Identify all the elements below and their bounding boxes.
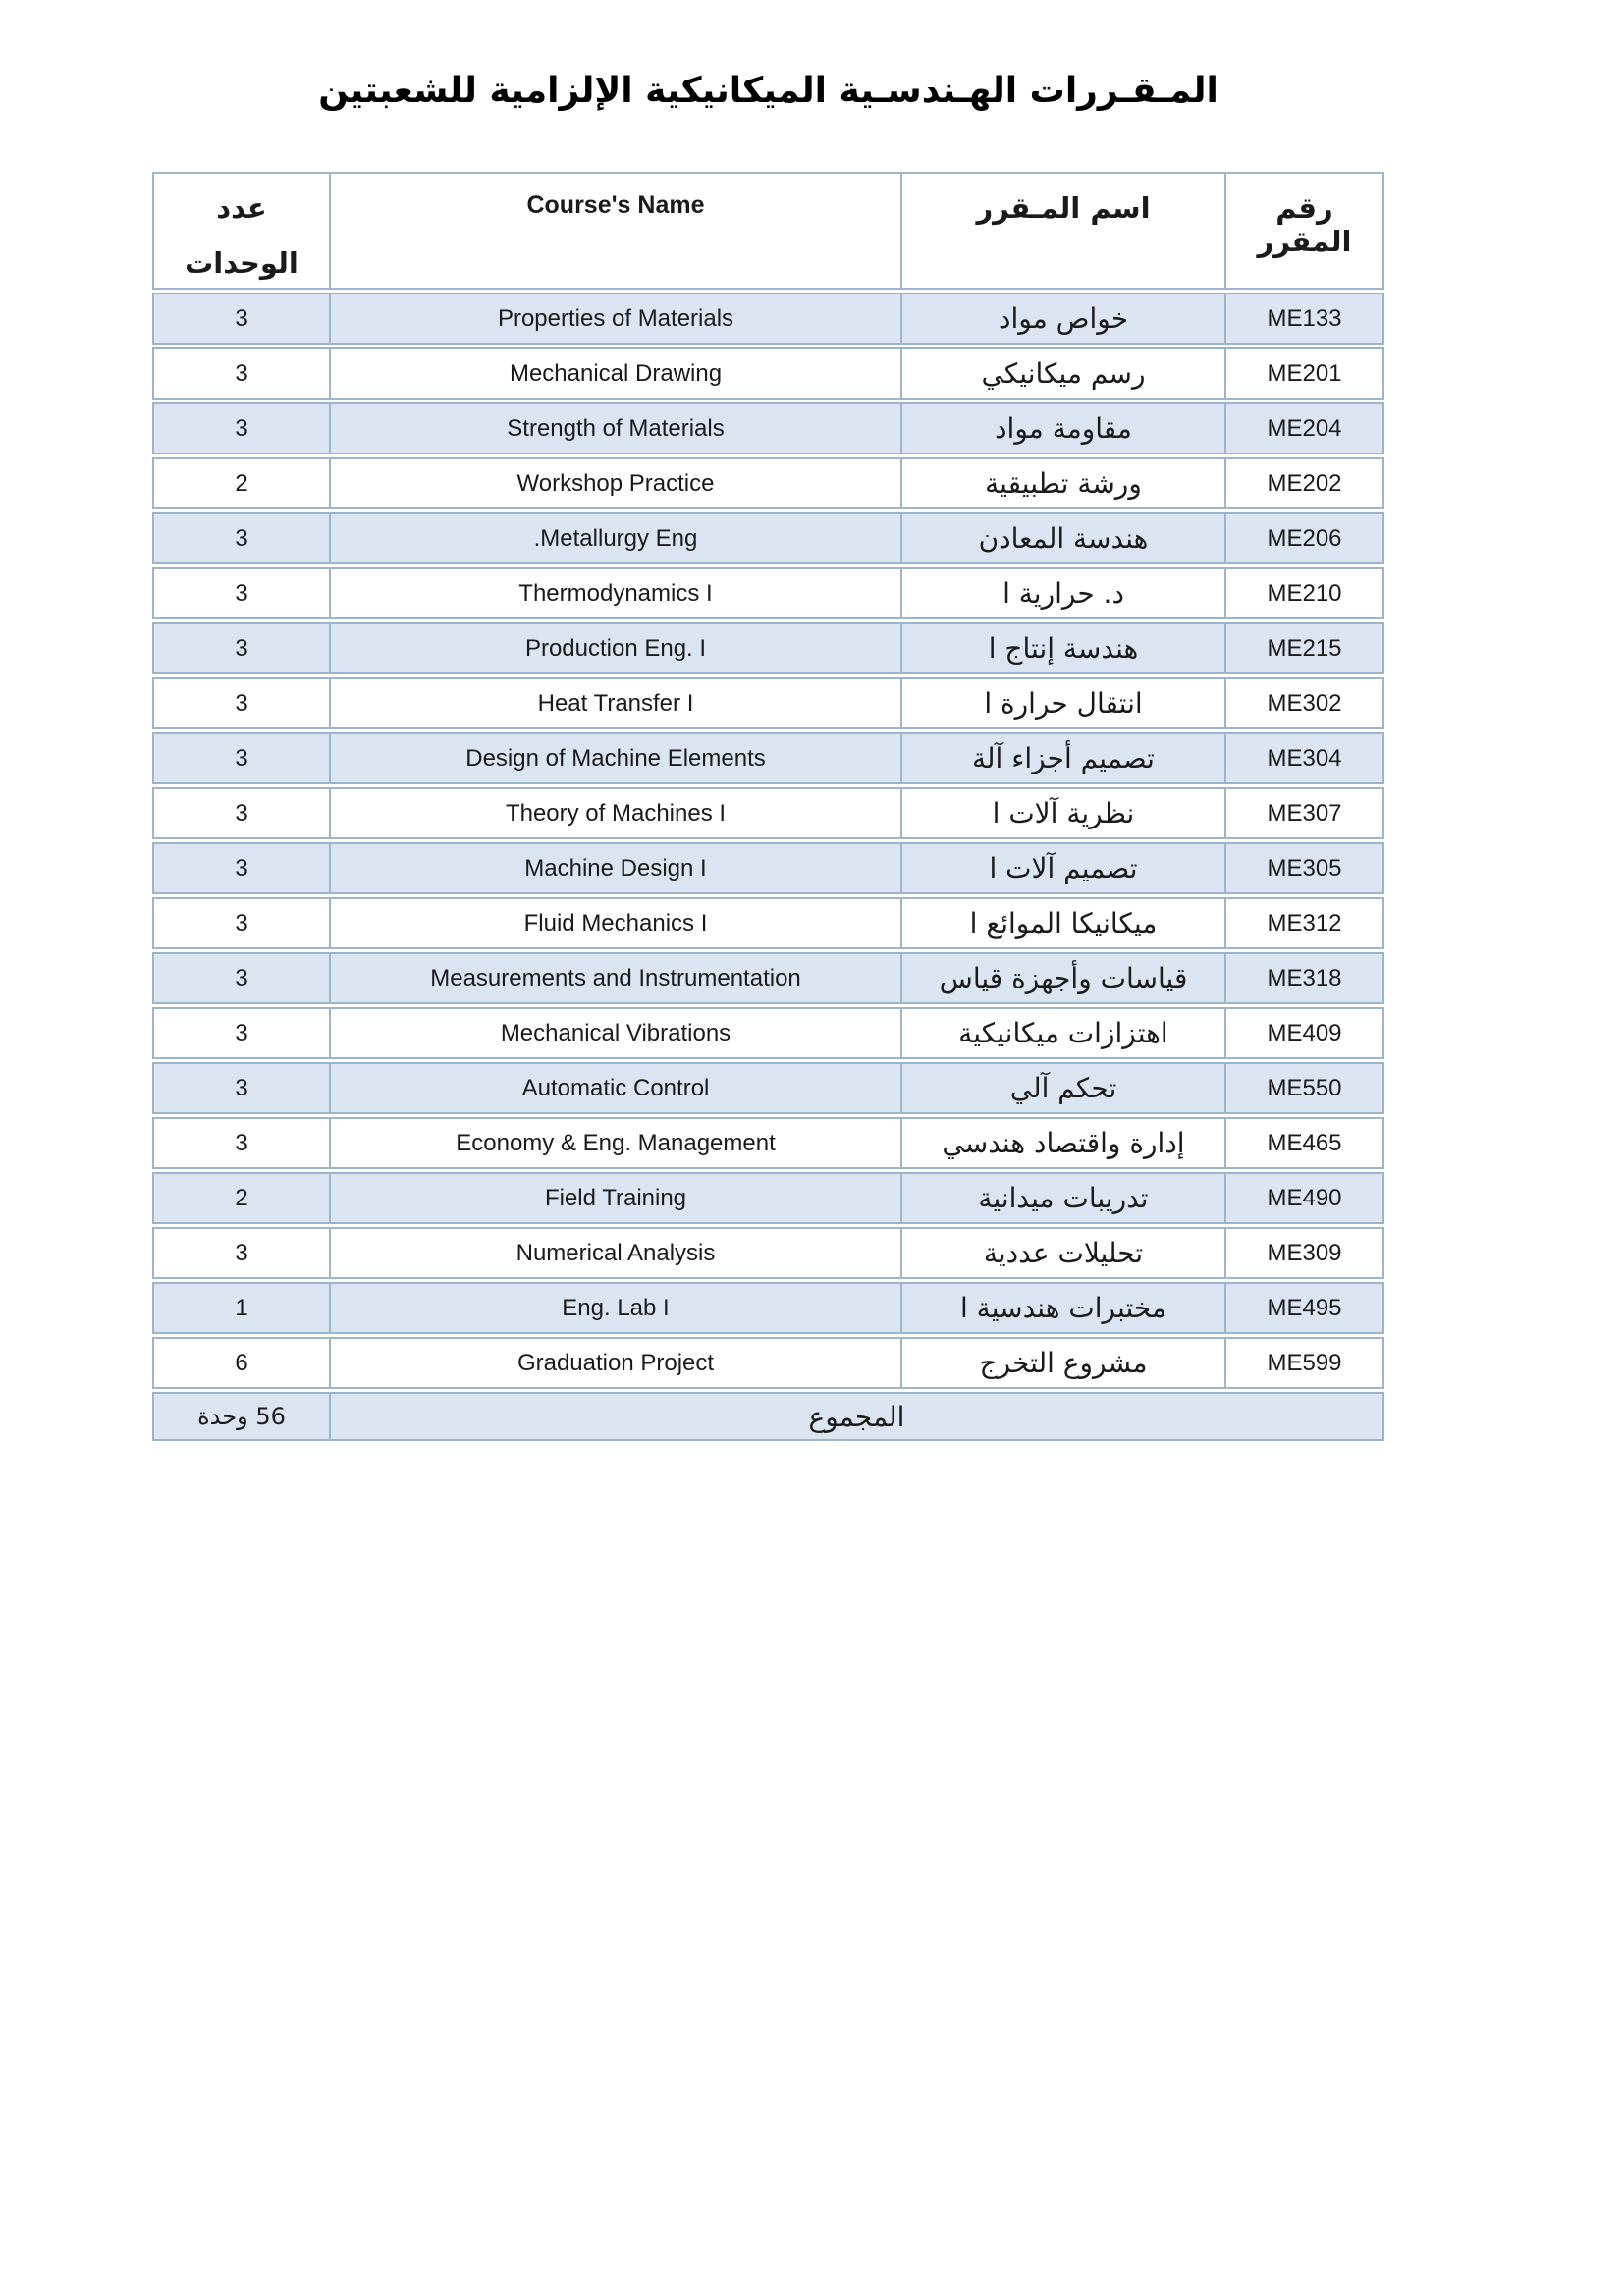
cell-course-code: ME210	[1224, 567, 1384, 619]
cell-course-name-en: Theory of Machines I	[329, 787, 900, 839]
table-row	[152, 1337, 1384, 1389]
table-row	[152, 347, 1384, 400]
cell-course-name-ar: مختبرات هندسية ا	[900, 1282, 1224, 1334]
header-course-name-en: Course's Name	[329, 172, 900, 290]
cell-course-units: 3	[152, 1117, 329, 1169]
cell-course-name-en: Measurements and Instrumentation	[329, 952, 900, 1004]
cell-course-name-en: Automatic Control	[329, 1062, 900, 1114]
cell-course-units: 3	[152, 1062, 329, 1114]
cell-course-units: 3	[152, 897, 329, 949]
cell-course-code: ME409	[1224, 1007, 1384, 1059]
total-units: 56 وحدة	[152, 1392, 329, 1441]
total-row	[152, 1392, 1384, 1441]
table-row	[152, 622, 1384, 674]
cell-course-code: ME302	[1224, 677, 1384, 729]
cell-course-units: 3	[152, 1227, 329, 1279]
table-row	[152, 567, 1384, 619]
cell-course-name-en: Economy & Eng. Management	[329, 1117, 900, 1169]
table-row	[152, 1117, 1384, 1169]
cell-course-name-ar: تصميم آلات ا	[900, 842, 1224, 894]
header-units-stack	[160, 191, 323, 280]
cell-course-units: 3	[152, 402, 329, 454]
table-footer	[152, 1392, 1384, 1441]
header-units-line2: الوحدات	[185, 246, 298, 280]
cell-course-code: ME133	[1224, 293, 1384, 345]
cell-course-name-ar: قياسات وأجهزة قياس	[900, 952, 1224, 1004]
table-row	[152, 897, 1384, 949]
cell-course-name-en: Metallurgy Eng.	[329, 512, 900, 564]
cell-course-code: ME312	[1224, 897, 1384, 949]
cell-course-name-ar: مشروع التخرج	[900, 1337, 1224, 1389]
cell-course-name-en: Machine Design I	[329, 842, 900, 894]
cell-course-units: 3	[152, 1007, 329, 1059]
cell-course-units: 3	[152, 622, 329, 674]
cell-course-name-en: Mechanical Drawing	[329, 347, 900, 400]
cell-course-code: ME495	[1224, 1282, 1384, 1334]
cell-course-units: 2	[152, 457, 329, 509]
page-title: المـقـررات الهـندسـية الميكانيكية الإلزامية للشعبتين	[318, 71, 1218, 111]
cell-course-name-ar: تصميم أجزاء آلة	[900, 732, 1224, 784]
courses-table-container	[152, 169, 1384, 1444]
cell-course-name-ar: انتقال حرارة ا	[900, 677, 1224, 729]
cell-course-name-ar: خواص مواد	[900, 293, 1224, 345]
cell-course-code: ME465	[1224, 1117, 1384, 1169]
cell-course-code: ME304	[1224, 732, 1384, 784]
cell-course-units: 3	[152, 787, 329, 839]
cell-course-name-en: Thermodynamics I	[329, 567, 900, 619]
cell-course-name-ar: إدارة واقتصاد هندسي	[900, 1117, 1224, 1169]
cell-course-units: 3	[152, 347, 329, 400]
cell-course-code: ME202	[1224, 457, 1384, 509]
table-row	[152, 1007, 1384, 1059]
cell-course-name-en: Graduation Project	[329, 1337, 900, 1389]
cell-course-name-en: Heat Transfer I	[329, 677, 900, 729]
table-row	[152, 787, 1384, 839]
table-row	[152, 402, 1384, 454]
table-row	[152, 293, 1384, 345]
cell-course-units: 3	[152, 293, 329, 345]
cell-course-code: ME215	[1224, 622, 1384, 674]
table-row	[152, 1227, 1384, 1279]
table-row	[152, 952, 1384, 1004]
cell-course-code: ME599	[1224, 1337, 1384, 1389]
cell-course-name-en: Fluid Mechanics I	[329, 897, 900, 949]
cell-course-name-ar: ميكانيكا الموائع ا	[900, 897, 1224, 949]
total-label: المجموع	[329, 1392, 1384, 1441]
cell-course-name-ar: هندسة المعادن	[900, 512, 1224, 564]
cell-course-units: 3	[152, 842, 329, 894]
cell-course-name-ar: رسم ميكانيكي	[900, 347, 1224, 400]
cell-course-units: 3	[152, 952, 329, 1004]
cell-course-code: ME206	[1224, 512, 1384, 564]
cell-course-name-ar: تحليلات عددية	[900, 1227, 1224, 1279]
table-row	[152, 842, 1384, 894]
cell-course-name-ar: تحكم آلي	[900, 1062, 1224, 1114]
table-row	[152, 677, 1384, 729]
table-row	[152, 732, 1384, 784]
cell-course-name-ar: هندسة إنتاج ا	[900, 622, 1224, 674]
course-rows	[152, 293, 1384, 1389]
cell-course-name-en: Eng. Lab I	[329, 1282, 900, 1334]
cell-course-name-en: Mechanical Vibrations	[329, 1007, 900, 1059]
header-units	[152, 172, 329, 290]
cell-course-name-ar: ورشة تطبيقية	[900, 457, 1224, 509]
cell-course-name-en: Strength of Materials	[329, 402, 900, 454]
cell-course-code: ME201	[1224, 347, 1384, 400]
header-units-line1: عدد	[216, 191, 267, 225]
cell-course-name-ar: تدريبات ميدانية	[900, 1172, 1224, 1224]
cell-course-name-ar: د. حرارية ا	[900, 567, 1224, 619]
cell-course-units: 3	[152, 732, 329, 784]
header-course-code: رقم المقرر	[1224, 172, 1384, 290]
table-row	[152, 1282, 1384, 1334]
cell-course-name-en: Properties of Materials	[329, 293, 900, 345]
cell-course-units: 3	[152, 512, 329, 564]
cell-course-code: ME305	[1224, 842, 1384, 894]
header-row	[152, 172, 1384, 290]
cell-course-code: ME490	[1224, 1172, 1384, 1224]
cell-course-name-en: Workshop Practice	[329, 457, 900, 509]
table-row	[152, 1172, 1384, 1224]
table-row	[152, 457, 1384, 509]
cell-course-code: ME550	[1224, 1062, 1384, 1114]
cell-course-name-ar: اهتزازات ميكانيكية	[900, 1007, 1224, 1059]
cell-course-units: 3	[152, 677, 329, 729]
cell-course-name-ar: مقاومة مواد	[900, 402, 1224, 454]
cell-course-code: ME307	[1224, 787, 1384, 839]
cell-course-name-en: Design of Machine Elements	[329, 732, 900, 784]
cell-course-code: ME204	[1224, 402, 1384, 454]
table-row	[152, 512, 1384, 564]
cell-course-name-ar: نظرية آلات ا	[900, 787, 1224, 839]
cell-course-code: ME318	[1224, 952, 1384, 1004]
cell-course-code: ME309	[1224, 1227, 1384, 1279]
cell-course-units: 3	[152, 567, 329, 619]
cell-course-name-en: Field Training	[329, 1172, 900, 1224]
cell-course-units: 1	[152, 1282, 329, 1334]
header-course-name-ar: اسم المـقرر	[900, 172, 1224, 290]
table-row	[152, 1062, 1384, 1114]
cell-course-name-en: Production Eng. I	[329, 622, 900, 674]
cell-course-name-en: Numerical Analysis	[329, 1227, 900, 1279]
courses-table	[152, 169, 1384, 1444]
table-header	[152, 172, 1384, 290]
cell-course-units: 2	[152, 1172, 329, 1224]
cell-course-units: 6	[152, 1337, 329, 1389]
